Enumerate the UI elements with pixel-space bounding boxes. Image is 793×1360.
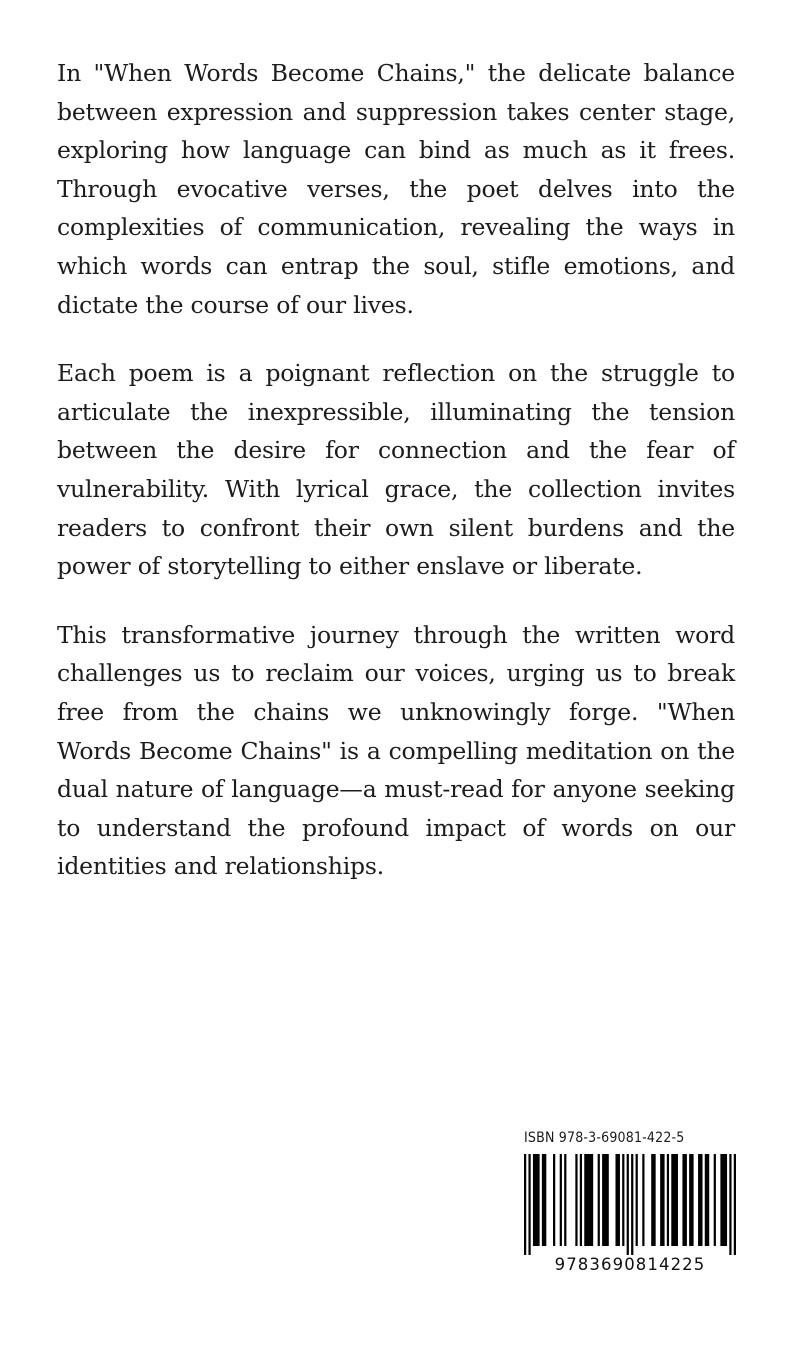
barcode-guard-bar xyxy=(729,1154,731,1255)
barcode-bar xyxy=(671,1154,678,1246)
barcode-bar xyxy=(575,1154,577,1246)
barcode-bar xyxy=(698,1154,702,1246)
isbn-label: ISBN 978-3-69081-422-5 xyxy=(524,1130,685,1146)
blurb xyxy=(57,54,735,886)
barcode-guard-bar xyxy=(524,1154,526,1255)
barcode-bar xyxy=(584,1154,593,1246)
barcode-bar xyxy=(602,1154,609,1246)
barcode-bar xyxy=(705,1154,709,1246)
barcode-bar xyxy=(660,1154,664,1246)
barcode-bar xyxy=(580,1154,582,1246)
isbn-barcode-block xyxy=(516,1124,740,1284)
barcode-bar xyxy=(533,1154,540,1246)
barcode-bar xyxy=(689,1154,693,1246)
barcode-bar xyxy=(651,1154,655,1246)
barcode-bar xyxy=(714,1154,716,1246)
barcode-bar xyxy=(682,1154,686,1246)
barcode-guard-bar xyxy=(627,1154,629,1255)
barcode-bar xyxy=(564,1154,566,1246)
barcode-bar xyxy=(667,1154,669,1246)
barcode-guard-bar xyxy=(631,1154,633,1255)
barcode-guard-bar xyxy=(528,1154,530,1255)
barcode-bar xyxy=(560,1154,562,1246)
ean-digits: 9783690814225 xyxy=(554,1255,706,1274)
barcode-bar xyxy=(622,1154,624,1246)
barcode-bar xyxy=(636,1154,638,1246)
barcode-bar xyxy=(615,1154,619,1246)
barcode-bar xyxy=(642,1154,644,1246)
barcode-bar xyxy=(542,1154,546,1246)
blurb-paragraph-1: In "When Words Become Chains," the delicate balance between expression and suppression takes center stage, exploring how language can bind as much as it frees. Through evocative verses, the poet delves into the complexities of communication, revealing the ways in which words can entrap the soul, stifle emotions, and dictate the course of our lives. xyxy=(57,59,735,319)
blurb-paragraph-2: Each poem is a poignant reflection on the struggle to articulate the inexpressible, illuminating the tension between the desire for connection and the fear of vulnerability. With lyrical grace, the collection invites readers to confront their own silent burdens and the power of storytelling to either enslave or liberate. xyxy=(57,359,735,581)
barcode-guard-bar xyxy=(734,1154,736,1255)
barcode-bars xyxy=(524,1154,736,1255)
barcode-bar xyxy=(553,1154,555,1246)
barcode-bar xyxy=(720,1154,727,1246)
blurb-paragraph-3: This transformative journey through the written word challenges us to reclaim our voices, urging us to break free from the chains we unknowingly forge. "When Words Become Chains" is a compelling meditation on the dual nature of language—a must-read for anyone seeking to understand the profound impact of words on our identities and relationships. xyxy=(57,620,735,881)
barcode-bar xyxy=(598,1154,600,1246)
